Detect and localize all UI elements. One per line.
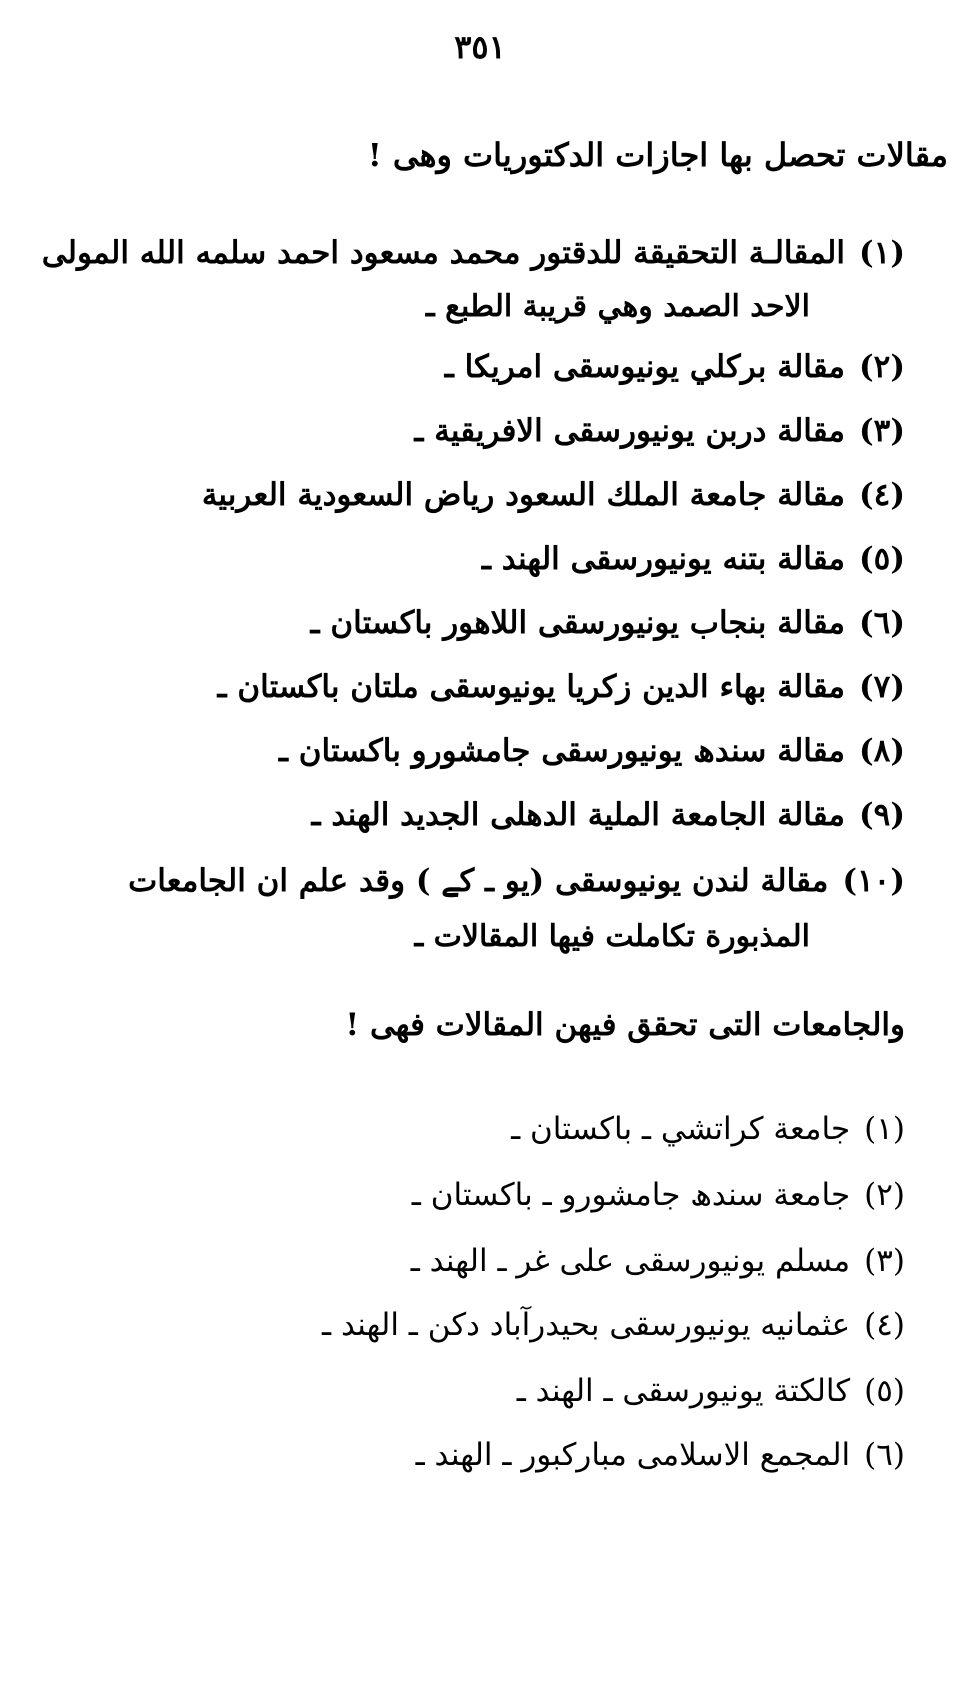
list-item-number: (٥) <box>859 541 905 577</box>
list-item-number: (٨) <box>859 733 905 769</box>
list-item-number: (٣) <box>859 413 905 449</box>
list-item <box>202 478 905 512</box>
list-item-text: مقالة جامعة الملك السعود رياض السعودية العربية <box>201 477 845 513</box>
list-item <box>414 414 905 448</box>
list-item <box>517 1374 905 1408</box>
list-item <box>322 1308 905 1342</box>
section-heading-dissertations: مقالات تحصل بها اجازات الدكتوريات وهى ! <box>367 136 948 174</box>
list-item <box>279 734 905 768</box>
list-item-text: مقالة بهاء الدين زكريا يونيوسقى ملتان باكستان ـ <box>217 669 845 705</box>
list-item-number: (٤) <box>859 477 905 513</box>
list-item <box>411 1244 905 1278</box>
section-heading-universities: والجامعات التى تحقق فيهن المقالات فهى ! <box>345 1007 905 1043</box>
list-item-number: (٦) <box>859 605 905 641</box>
list-item-text: مقالة بركلي يونيوسقى امريكا ـ <box>444 349 845 385</box>
list-item <box>128 864 905 898</box>
page-number: ٣٥١ <box>454 28 506 66</box>
list-item-number: (٢) <box>859 349 905 385</box>
list-item <box>311 798 905 832</box>
list-item <box>218 670 905 704</box>
list-item-number: (٧) <box>859 669 905 705</box>
list-item-text: جامعة سندھ جامشورو ـ باكستان ـ <box>411 1177 851 1213</box>
list-item-number: (٩) <box>859 797 905 833</box>
list-item-continuation: الاحد الصمد وهي قريبة الطبع ـ <box>425 289 810 324</box>
list-item-text: جامعة كراتشي ـ باكستان ـ <box>511 1111 851 1147</box>
list-item-text: مقالة سندھ يونيورسقى جامشورو باكستان ـ <box>278 733 845 769</box>
list-item-number: (١٠) <box>842 863 905 899</box>
list-item-number: (٥) <box>864 1373 905 1409</box>
list-item <box>310 606 905 640</box>
list-item-text: عثمانيه يونيورسقى بحيدرآباد دكن ـ الهند ـ <box>322 1307 851 1343</box>
list-item-number: (٣) <box>864 1243 905 1279</box>
list-item <box>416 1438 905 1472</box>
list-item-text: المقالـة التحقيقة للدقتور محمد مسعود احمد سلمه الله المولى <box>41 235 845 271</box>
list-item-text: مقالة بنجاب يونيورسقى اللاهور باكستان ـ <box>310 605 845 641</box>
list-item-text: مقالة الجامعة الملية الدهلى الجديد الهند ـ <box>311 797 845 833</box>
list-item <box>412 1178 905 1212</box>
list-item-continuation: المذبورة تكاملت فيها المقالات ـ <box>414 919 810 954</box>
list-item-text: مسلم يونيورسقى على غر ـ الهند ـ <box>410 1243 851 1279</box>
list-item <box>511 1112 905 1146</box>
list-item-text: مقالة بتنه يونيورسقى الهند ـ <box>481 541 845 577</box>
list-item-number: (١) <box>859 235 905 271</box>
list-item-number: (٦) <box>864 1437 905 1473</box>
list-item <box>482 542 905 576</box>
list-item <box>42 236 905 270</box>
list-item <box>445 350 905 384</box>
list-item-number: (٤) <box>864 1307 905 1343</box>
list-item-number: (٢) <box>864 1177 905 1213</box>
list-item-text: مقالة لندن يونيوسقى (يو ـ كے ) وقد علم ان الجامعات <box>128 863 829 899</box>
list-item-text: مقالة دربن يونيورسقى الافريقية ـ <box>414 413 845 449</box>
list-item-text: المجمع الاسلامى مباركبور ـ الهند ـ <box>415 1437 851 1473</box>
list-item-number: (١) <box>864 1111 905 1147</box>
list-item-text: كالكتة يونيورسقى ـ الهند ـ <box>516 1373 851 1409</box>
